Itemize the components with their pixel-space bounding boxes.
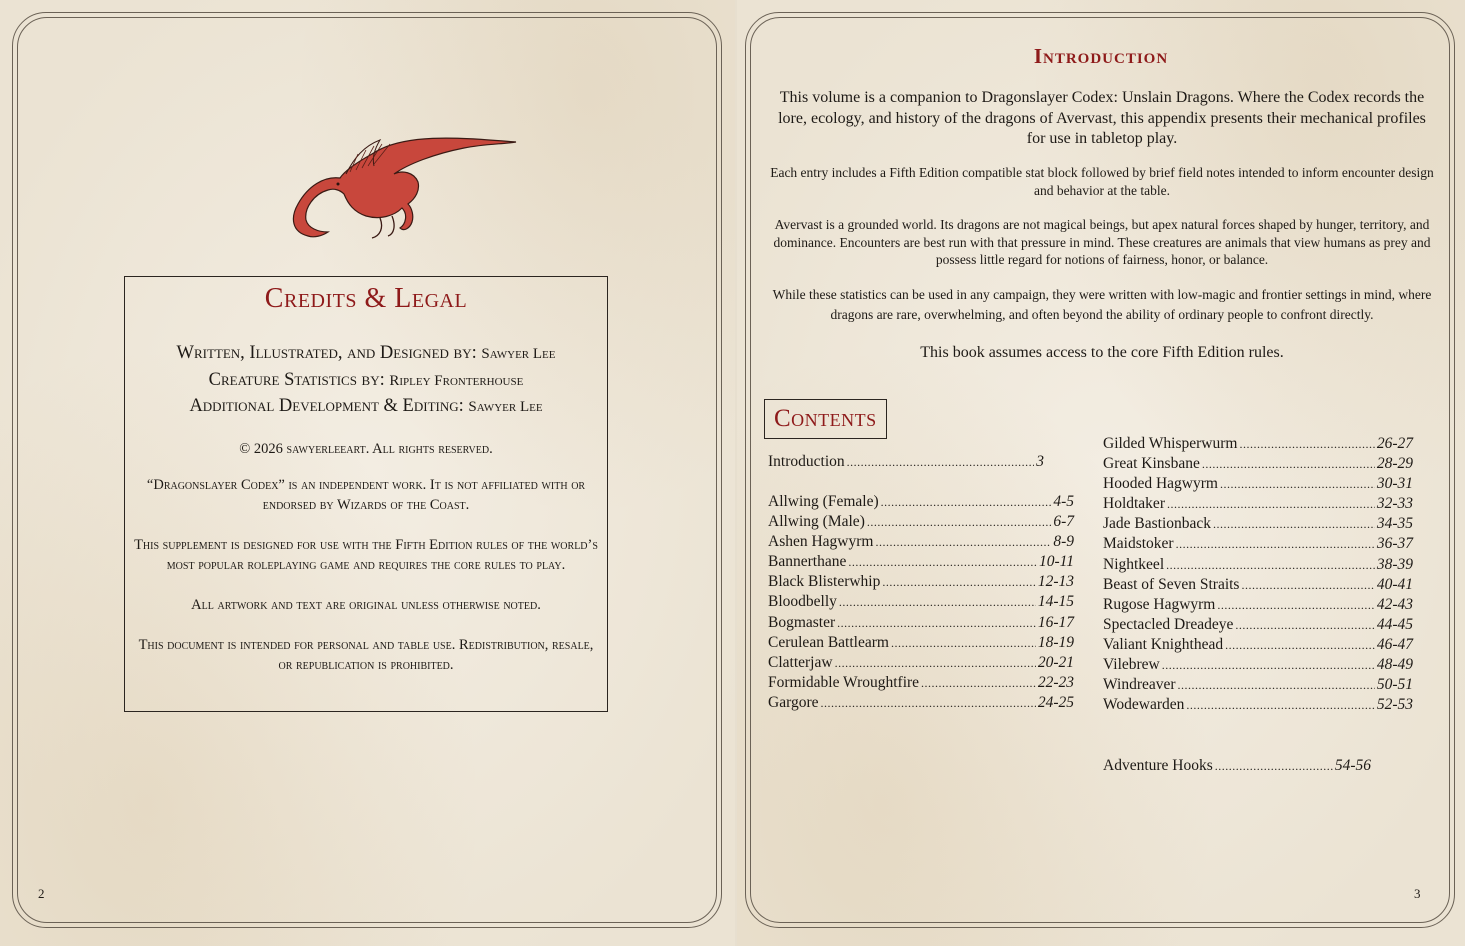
credits-title: Credits & Legal: [264, 283, 468, 314]
toc-entry[interactable]: [768, 452, 1044, 472]
toc-entry[interactable]: [1103, 534, 1413, 554]
toc-entry-pages: 28-29: [1376, 455, 1413, 473]
toc-entry-pages: 54-56: [1334, 757, 1371, 774]
toc-entry-pages: 26-27: [1376, 435, 1413, 452]
credit-lines: [125, 341, 607, 421]
toc-entry-name: Maidstoker: [1103, 535, 1174, 553]
toc-column-1: [768, 492, 1074, 713]
toc-entry-pages: 48-49: [1376, 656, 1413, 674]
toc-entry-name: Ashen Hagwyrm: [768, 533, 874, 551]
toc-entry-name: Introduction: [768, 453, 845, 470]
toc-entry-pages: 10-11: [1038, 553, 1074, 571]
toc-entry-pages: 16-17: [1037, 613, 1074, 631]
toc-entry-pages: 52-53: [1376, 696, 1413, 714]
toc-entry-name: Wodewarden: [1103, 696, 1185, 714]
toc-leader: [867, 512, 1051, 532]
credit-line: [125, 368, 607, 395]
toc-leader: [875, 532, 1051, 552]
toc-entry[interactable]: [768, 653, 1074, 673]
toc-entry-name: Adventure Hooks: [1103, 757, 1213, 774]
toc-leader: [821, 693, 1036, 713]
toc-entry-name: Rugose Hagwyrm: [1103, 595, 1216, 613]
toc-entry-pages: 12-13: [1037, 573, 1074, 591]
toc-entry[interactable]: [1103, 514, 1413, 534]
toc-leader: [1235, 615, 1374, 635]
toc-leader: [1176, 534, 1375, 554]
toc-leader: [1162, 655, 1375, 675]
toc-entry[interactable]: [1103, 494, 1413, 514]
credit-value: Sawyer Lee: [468, 399, 543, 415]
toc-entry-pages: 3: [1036, 453, 1044, 470]
credits-box: [124, 276, 608, 712]
intro-paragraph: This book assumes access to the core Fifth Edition rules.: [920, 344, 1284, 361]
toc-leader: [1213, 514, 1375, 534]
artwork-notice: All artwork and text are original unless otherwise noted.: [191, 596, 541, 613]
toc-entry[interactable]: [1103, 615, 1413, 635]
credit-value: Ripley Fronterhouse: [389, 372, 524, 389]
intro-paragraph: Avervast is a grounded world. Its dragons are not magical beings, but apex natural forces shaped by hunger, territory, and dominance. Encounters are best run with that pressure in mind. These creatures are animals that view humans as prey and possess little regard for notions of fairness, honor, or balance.: [773, 217, 1431, 267]
toc-entry-pages: 50-51: [1376, 676, 1413, 694]
toc-entry[interactable]: [1103, 575, 1413, 595]
toc-entry-pages: 14-15: [1037, 593, 1074, 611]
distribution-notice: This document is intended for personal and table use. Redistribution, resale, or republication is prohibited.: [138, 636, 594, 673]
toc-entry[interactable]: [1103, 555, 1413, 575]
toc-leader: [839, 592, 1036, 612]
toc-leader: [1239, 434, 1374, 454]
toc-leader: [1166, 555, 1375, 575]
toc-entry-pages: 44-45: [1376, 615, 1413, 633]
toc-leader: [1178, 675, 1375, 695]
toc-entry-pages: 24-25: [1037, 693, 1074, 711]
toc-entry-name: Formidable Wroughtfire: [768, 673, 920, 691]
toc-entry-pages: 42-43: [1376, 595, 1413, 613]
toc-entry-pages: 6-7: [1053, 513, 1074, 531]
toc-entry[interactable]: [768, 492, 1074, 512]
toc-leader: [891, 633, 1036, 653]
toc-column-2: [1103, 434, 1413, 715]
toc-entry-pages: 34-35: [1376, 515, 1413, 533]
credit-label: Written, Illustrated, and Designed by:: [176, 343, 477, 363]
toc-entry-name: Allwing (Male): [768, 513, 865, 531]
toc-entry-pages: 20-21: [1037, 653, 1074, 671]
toc-leader: [1202, 454, 1375, 474]
toc-entry[interactable]: [1103, 474, 1413, 494]
toc-entry-name: Valiant Knighthead: [1103, 635, 1224, 653]
toc-entry[interactable]: [1103, 454, 1413, 474]
toc-entry-name: Windreaver: [1103, 676, 1176, 694]
page-number: 3: [1414, 886, 1421, 901]
toc-leader: [1220, 474, 1375, 494]
toc-entry[interactable]: [1103, 595, 1413, 615]
intro-paragraph: While these statistics can be used in any campaign, they were written with low-magic and frontier settings in mind, where dragons are rare, overwhelming, and often beyond the ability of ordinary people to confront directly.: [772, 287, 1432, 322]
contents-heading: Contents: [764, 399, 887, 439]
toc-entry-pages: 30-31: [1376, 475, 1413, 493]
toc-entry-name: Clatterjaw: [768, 653, 833, 671]
toc-entry-name: Vilebrew: [1103, 656, 1160, 674]
toc-entry-pages: 40-41: [1376, 575, 1413, 593]
toc-leader: [881, 492, 1052, 512]
toc-leader: [835, 653, 1036, 673]
toc-entry-name: Allwing (Female): [768, 493, 879, 510]
toc-leader: [921, 673, 1036, 693]
copyright-notice: © 2026 sawyerleeart. All rights reserved.: [239, 440, 493, 457]
introduction-heading: Introduction: [1033, 44, 1169, 68]
toc-entry[interactable]: [1103, 635, 1413, 655]
toc-entry[interactable]: [768, 512, 1074, 532]
affiliation-notice: “Dragonslayer Codex” is an independent work. It is not affiliated with or endorsed by Wizards of the Coast.: [146, 476, 586, 513]
toc-entry[interactable]: [768, 552, 1074, 572]
toc-entry[interactable]: [1103, 655, 1413, 675]
toc-entry-name: Bloodbelly: [768, 593, 837, 611]
toc-entry-name: Beast of Seven Straits: [1103, 575, 1240, 593]
toc-entry[interactable]: [768, 532, 1074, 552]
toc-leader: [1186, 695, 1374, 715]
toc-leader: [1225, 635, 1375, 655]
toc-entry-name: Nightkeel: [1103, 555, 1165, 573]
supplement-notice: This supplement is designed for use with the Fifth Edition rules of the world’s most popular roleplaying game and requires the core rules to play.: [134, 536, 598, 573]
toc-entry-name: Cerulean Battlearm: [768, 633, 889, 651]
credit-label: Creature Statistics by:: [208, 369, 385, 390]
toc-entry-pages: 18-19: [1037, 633, 1074, 651]
toc-entry-pages: 36-37: [1376, 535, 1413, 553]
toc-entry-pages: 4-5: [1053, 493, 1074, 510]
toc-entry[interactable]: [1103, 695, 1413, 715]
toc-entry[interactable]: [768, 592, 1074, 612]
page-number: 2: [38, 886, 45, 901]
toc-entry-name: Spectacled Dreadeye: [1103, 615, 1234, 633]
toc-entry[interactable]: [768, 572, 1074, 592]
toc-leader: [1215, 756, 1333, 776]
credit-value: Sawyer Lee: [481, 346, 556, 362]
toc-entry[interactable]: [768, 613, 1074, 633]
toc-entry-name: Hooded Hagwyrm: [1103, 475, 1218, 493]
toc-entry-name: Gilded Whisperwurm: [1103, 435, 1238, 452]
toc-entry-name: Bogmaster: [768, 613, 836, 631]
toc-entry-name: Gargore: [768, 693, 819, 711]
credit-label: Additional Development & Editing:: [189, 396, 464, 416]
toc-entry-pages: 8-9: [1053, 533, 1074, 551]
toc-entry[interactable]: [1103, 434, 1413, 454]
dragon-illustration: [284, 124, 520, 248]
toc-entry-pages: 38-39: [1376, 555, 1413, 573]
right-page: [737, 0, 1465, 946]
toc-entry[interactable]: [768, 693, 1074, 713]
toc-entry-name: Black Blisterwhip: [768, 573, 881, 591]
toc-entry[interactable]: [768, 633, 1074, 653]
toc-leader: [847, 452, 1035, 472]
toc-entry-name: Jade Bastionback: [1103, 515, 1212, 533]
toc-entry-name: Bannerthane: [768, 553, 847, 571]
toc-intro: [768, 452, 1044, 472]
credit-line: [125, 394, 607, 421]
toc-entry[interactable]: [768, 673, 1074, 693]
toc-entry[interactable]: [1103, 675, 1413, 695]
credit-line: [125, 341, 607, 368]
toc-entry-name: Great Kinsbane: [1103, 455, 1200, 473]
intro-paragraph: Each entry includes a Fifth Edition compatible stat block followed by brief field notes intended to inform encounter design and behavior at the table.: [770, 165, 1434, 198]
toc-leader: [837, 613, 1036, 633]
toc-leader: [1217, 595, 1374, 615]
toc-entry-pages: 46-47: [1376, 635, 1413, 653]
toc-hooks: [1103, 756, 1371, 776]
toc-leader: [848, 552, 1037, 572]
toc-entry-pages: 22-23: [1037, 673, 1074, 691]
toc-leader: [1167, 494, 1375, 514]
intro-paragraph: This volume is a companion to Dragonslayer Codex: Unslain Dragons. Where the Codex records the lore, ecology, and history of the dragons of Avervast, this appendix presents their mechanical profiles for use in tabletop play.: [778, 89, 1426, 147]
toc-entry[interactable]: [1103, 756, 1371, 776]
toc-leader: [1241, 575, 1374, 595]
toc-entry-name: Holdtaker: [1103, 495, 1165, 513]
toc-leader: [882, 572, 1035, 592]
toc-entry-pages: 32-33: [1376, 495, 1413, 513]
